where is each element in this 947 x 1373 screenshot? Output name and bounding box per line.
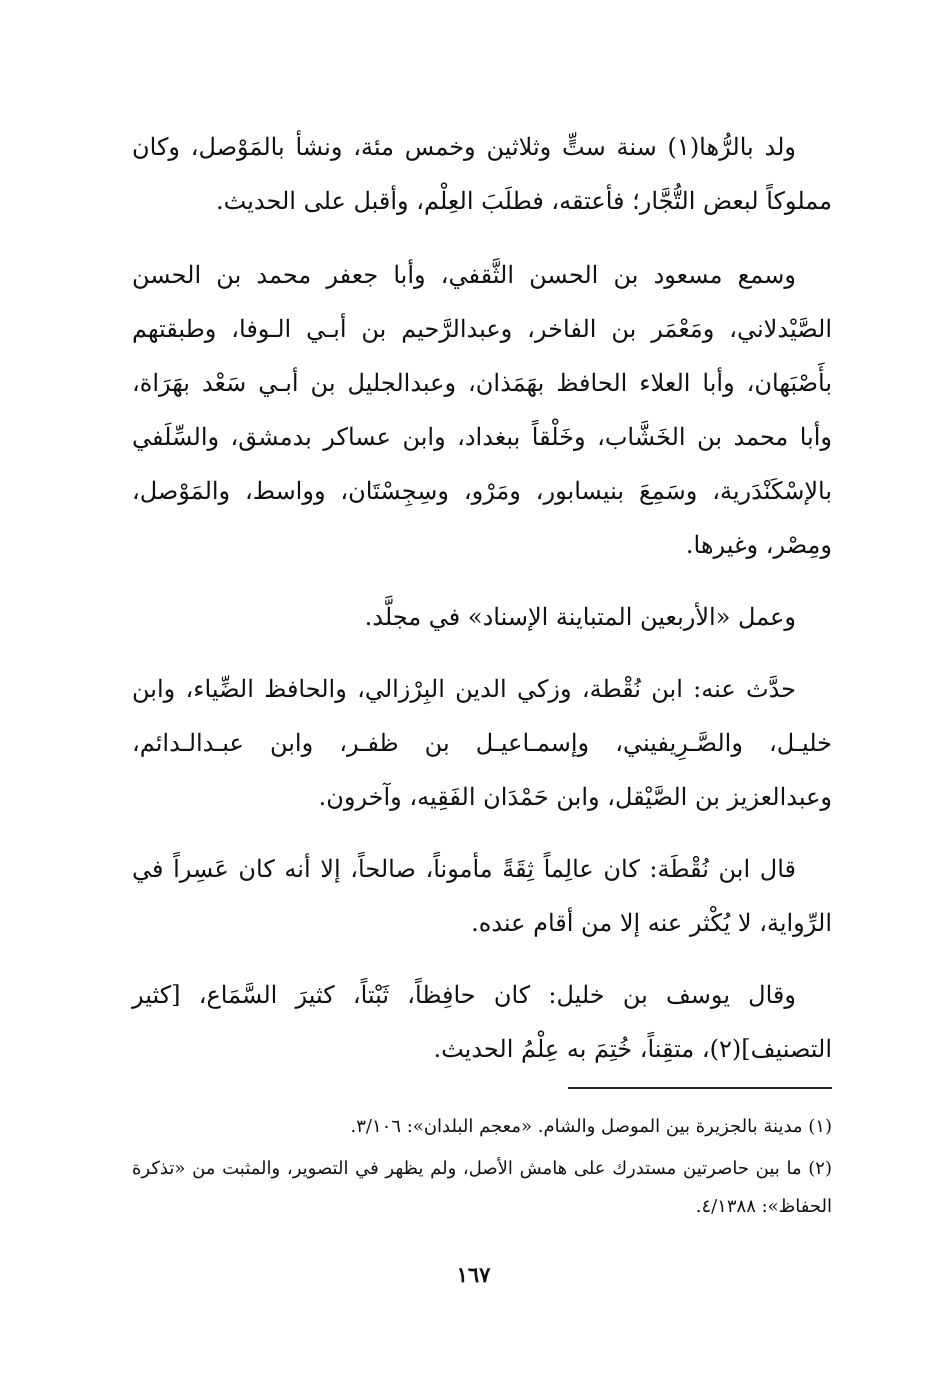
- paragraph-students: حدَّث عنه: ابن نُقْطة، وزكي الدين البِرْزالي، والحافظ الضِّياء، وابن خليـل، والصَّـرِيفيني، وإسمـاعيـل بن ظفـر، وابن عبـدالـدائم، وعبدالعزيز بن الصَّيْقل، وابن حَمْدَان الفَقِيه، وآخرون.: [132, 675, 832, 811]
- main-text: [132, 120, 832, 1076]
- footnote-1: (١) مدينة بالجزيرة بين الموصل والشام. «معجم البلدان»: ٣/١٠٦.: [350, 1116, 832, 1137]
- paragraph-yusuf-quote: وقال يوسف بن خليل: كان حافِظاً، ثَبْتاً، كثيرَ السَّمَاع، [كثير التصنيف](٢)، متقِناً، خُتِمَ به عِلْمُ الحديث.: [132, 981, 832, 1063]
- paragraph-birth: ولد بالرُّها(١) سنة ستٍّ وثلاثين وخمس مئة، ونشأ بالمَوْصل، وكان مملوكاً لبعض التُّجَّار؛ فأعتقه، فطلَبَ العِلْم، وأقبل على الحديث.: [132, 133, 832, 215]
- paragraph-works: وعمل «الأربعين المتباينة الإسناد» في مجلَّد.: [364, 603, 796, 631]
- paragraph-ibn-nuqta-quote: قال ابن نُقْطَة: كان عالِماً ثِقَةً مأموناً، صالحاً، إلا أنه كان عَسِراً في الرِّواية، لا يُكْثر عنه إلا من أقام عنده.: [132, 855, 832, 937]
- footnote-divider: [568, 1087, 832, 1089]
- page-number: ١٦٧: [456, 1262, 491, 1287]
- footnote-2: (٢) ما بين حاصرتين مستدرك على هامش الأصل، ولم يظهر في التصوير، والمثبت من «تذكرة الحفاظ»: ٤/١٣٨٨.: [132, 1158, 832, 1217]
- paragraph-teachers: وسمع مسعود بن الحسن الثَّقفي، وأبا جعفر محمد بن الحسن الصَّيْدلاني، ومَعْمَر بن الفاخر، وعبدالرَّحيم بن أبـي الـوفا، وطبقتهم بأَصْبَهان، وأبا العلاء الحافظ بهَمَذان، وعبدالجليل بن أبـي سَعْد بهَرَاة، وأبا محمد بن الخَشَّاب، وخَلْقاً ببغداد، وابن عساكر بدمشق، والسِّلَفي بالإسْكَنْدَرية، وسَمِعَ بنيسابور، ومَرْو، وسِجِسْتَان، وواسط، والمَوْصل، ومِصْر، وغيرها.: [132, 261, 832, 559]
- footnotes: [132, 1108, 832, 1230]
